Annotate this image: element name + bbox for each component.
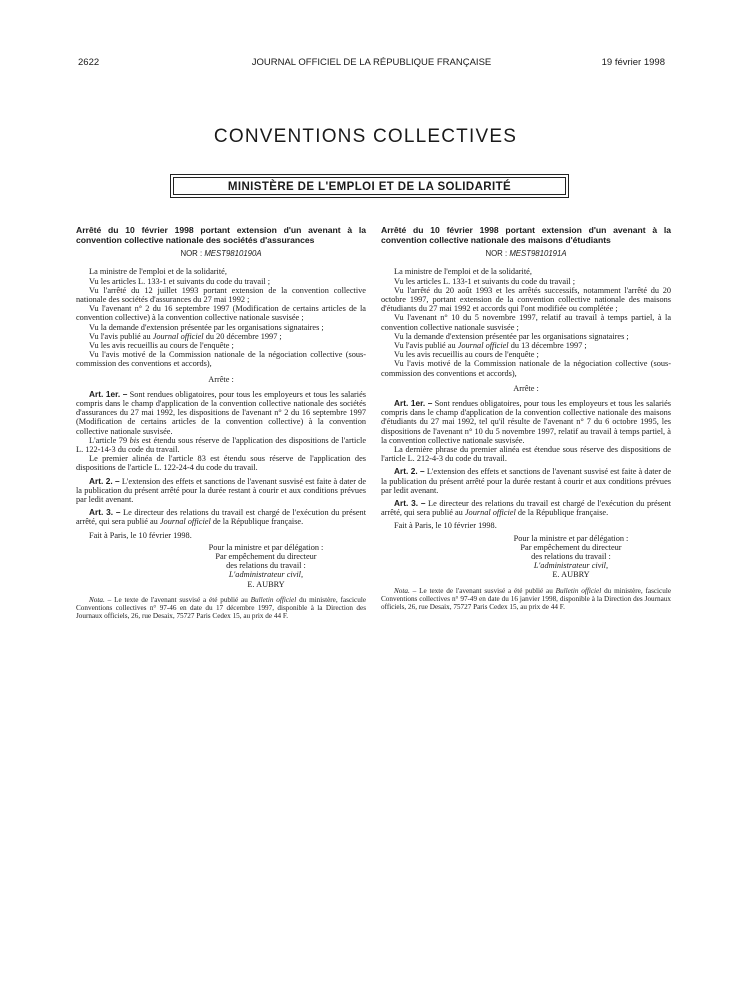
nota xyxy=(381,587,671,611)
place-date: Fait à Paris, le 10 février 1998. xyxy=(89,530,192,540)
bulletin-ref: Bulletin officiel xyxy=(250,595,297,604)
article-3 xyxy=(76,508,366,526)
article-text: L'extension des effets et sanctions de l'avenant susvisé est faite à dater de la publication du présent arrêté pour la durée restant à courir et aux conditions prévues par ledit avenant. xyxy=(381,467,672,495)
paragraph: Vu l'avenant n° 10 du 5 novembre 1997, relatif au travail à temps partiel, à la convention collective nationale susvisée ; xyxy=(381,313,671,332)
right-decree xyxy=(381,226,671,618)
section-title: CONVENTIONS COLLECTIVES xyxy=(213,126,518,147)
article-2 xyxy=(381,467,671,495)
article-text: Le directeur des relations du travail est chargé de l'exécution du présent arrêté, qui sera publié au xyxy=(381,499,671,518)
issue-date: 19 février 1998 xyxy=(601,57,665,68)
ministry-box xyxy=(170,174,569,198)
ministry-name: MINISTÈRE DE L'EMPLOI ET DE LA SOLIDARITÉ xyxy=(173,177,566,195)
paragraph: Vu les avis recueillis au cours de l'enquête ; xyxy=(394,350,539,360)
article-1 xyxy=(76,390,366,436)
nor-label: NOR : xyxy=(485,249,508,259)
article-label: Art. 3. – xyxy=(394,498,426,509)
nota-label: Nota. – xyxy=(89,595,112,604)
journal-title: JOURNAL OFFICIEL DE LA RÉPUBLIQUE FRANÇAISE xyxy=(251,57,492,68)
nota xyxy=(76,596,366,620)
paragraph: La ministre de l'emploi et de la solidarité, xyxy=(89,267,227,277)
signature-line: Pour la ministre et par délégation : xyxy=(513,533,629,543)
paragraph: Le premier alinéa de l'article 83 est étendu sous réserve de l'application des dispositions de l'article L. 122-24-4 du code du travail. xyxy=(76,454,366,473)
paragraph xyxy=(76,332,366,341)
left-decree xyxy=(76,226,366,627)
article-label: Art. 2. – xyxy=(89,475,120,486)
journal-ref: Journal officiel xyxy=(152,331,204,341)
nota-text: Le texte de l'avenant susvisé a été publié au xyxy=(114,595,248,604)
article-text: de la République française. xyxy=(517,508,609,518)
text: Vu l'avis publié au xyxy=(394,341,456,351)
journal-ref: Journal officiel xyxy=(159,517,211,527)
paragraph: Vu l'arrêté du 12 juillet 1993 portant extension de la convention collective nationale des sociétés d'assurances du 27 mai 1992 ; xyxy=(76,285,366,304)
signature-block xyxy=(471,534,671,580)
paragraph: Vu la demande d'extension présentée par les organisations signataires ; xyxy=(394,331,629,341)
signature-block xyxy=(166,543,366,589)
article-text: L'extension des effets et sanctions de l'avenant susvisé est faite à dater de la publication du présent arrêté pour la durée restant à courir et aux conditions prévues par ledit avenant. xyxy=(76,476,367,505)
signature-line: des relations du travail : xyxy=(531,552,611,562)
paragraph: Vu les articles L. 133-1 et suivants du code du travail ; xyxy=(89,276,271,286)
text: L'article 79 xyxy=(89,435,128,445)
article-label: Art. 2. – xyxy=(394,466,425,477)
nor-code: MEST9810191A xyxy=(509,249,567,259)
paragraph: Vu l'avenant n° 2 du 16 septembre 1997 (Modification de certains articles de la convention collective) à la convention collective nationale susvisée ; xyxy=(76,304,366,323)
arrete-heading: Arrête : xyxy=(513,383,539,393)
article-2 xyxy=(76,477,366,505)
page-header xyxy=(78,57,665,71)
signature-line: des relations du travail : xyxy=(226,561,306,571)
text: du 20 décembre 1997 ; xyxy=(205,331,282,341)
signatory-name: E. AUBRY xyxy=(552,570,590,580)
text: bis xyxy=(129,435,140,445)
signature-line: Par empêchement du directeur xyxy=(215,552,317,562)
article-1 xyxy=(381,399,671,445)
text: est étendu sous réserve de l'application des dispositions de l'article L. 122-14-3 du code du travail. xyxy=(76,435,367,455)
text: Vu l'avis publié au xyxy=(89,331,151,341)
journal-ref: Journal officiel xyxy=(464,508,516,518)
article-3 xyxy=(381,499,671,517)
signature-line: Par empêchement du directeur xyxy=(520,542,622,552)
nota-text: du ministère, fascicule Conventions collectives n° 97-46 en date du 17 décembre 1997, disponible à la Direction des Journaux officiels, 26, rue Desaix, 75727 Paris Cedex 15, au prix de 44 F. xyxy=(76,595,367,620)
paragraph: La dernière phrase du premier alinéa est étendue sous réserve des dispositions de l'article L. 212-4-3 du code du travail. xyxy=(381,445,671,464)
paragraph xyxy=(76,436,366,454)
paragraph: Vu l'avis motivé de la Commission nationale de la négociation collective (sous-commission des conventions et accords), xyxy=(381,359,671,378)
signature-line: L'administrateur civil, xyxy=(533,561,609,571)
arrete-heading: Arrête : xyxy=(208,374,234,384)
signature-line: L'administrateur civil, xyxy=(228,570,304,580)
nor-label: NOR : xyxy=(180,249,203,259)
article-label: Art. 1er. – xyxy=(89,388,128,399)
nor-reference xyxy=(76,249,366,258)
text: du 13 décembre 1997 ; xyxy=(510,341,587,351)
paragraph xyxy=(381,341,671,350)
paragraph: Vu la demande d'extension présentée par les organisations signataires ; xyxy=(89,322,324,332)
paragraph: Vu les articles L. 133-1 et suivants du code du travail ; xyxy=(394,276,576,286)
article-text: de la République française. xyxy=(212,517,304,527)
decree-title: Arrêté du 10 février 1998 portant extension d'un avenant à la convention collective nationale des sociétés d'assurances xyxy=(76,225,366,245)
paragraph: Vu l'arrêté du 20 août 1993 et les arrêtés successifs, notamment l'arrêté du 20 octobre 1997, portant extension de la convention collective nationale des maisons d'étudiants du 27 mai 1992 et accords qui l'ont modifiée ou complétée ; xyxy=(381,285,671,314)
nor-reference xyxy=(381,249,671,258)
article-text: Le directeur des relations du travail est chargé de l'exécution du présent arrêté, qui sera publié au xyxy=(76,508,366,527)
nor-code: MEST9810190A xyxy=(204,249,262,259)
paragraph: Vu l'avis motivé de la Commission nationale de la négociation collective (sous-commission des conventions et accords), xyxy=(76,350,366,369)
decree-title: Arrêté du 10 février 1998 portant extension d'un avenant à la convention collective nationale des maisons d'étudiants xyxy=(381,225,671,245)
nota-text: Le texte de l'avenant susvisé a été publié au xyxy=(419,586,553,595)
place-date: Fait à Paris, le 10 février 1998. xyxy=(394,521,497,531)
journal-ref: Journal officiel xyxy=(457,341,509,351)
article-text: Sont rendues obligatoires, pour tous les employeurs et tous les salariés compris dans le champ d'application de la convention collective nationale des maisons d'étudiants du 27 mai 1992, tel qu'il résulte de l'avenant n° 7 du 6 octobre 1995, les dispositions de l'avenant n° 10 du 5 novembre 1997, relatif au travail à temps partiel, à la convention collective nationale susvisée. xyxy=(381,399,671,445)
signature-line: Pour la ministre et par délégation : xyxy=(208,542,324,552)
article-label: Art. 1er. – xyxy=(394,398,433,409)
page-number: 2622 xyxy=(78,57,100,68)
article-label: Art. 3. – xyxy=(89,507,121,518)
bulletin-ref: Bulletin officiel xyxy=(555,586,602,595)
paragraph: La ministre de l'emploi et de la solidarité, xyxy=(394,267,532,277)
nota-label: Nota. – xyxy=(394,586,417,595)
nota-text: du ministère, fascicule Conventions collectives n° 97-49 en date du 16 janvier 1998, disponible à la Direction des Journaux officiels, 26, rue Desaix, 75727 Paris Cedex 15, au prix de 44 F. xyxy=(381,586,672,611)
paragraph: Vu les avis recueillis au cours de l'enquête ; xyxy=(89,341,234,351)
article-text: Sont rendues obligatoires, pour tous les employeurs et tous les salariés compris dans le champ d'application de la convention collective nationale des sociétés d'assurances du 27 mai 1992, les dispositions de l'avenant n° 2 du 16 septembre 1997 (Modification de certains articles de la convention collective) à la convention collective nationale susvisée. xyxy=(76,389,366,436)
signatory-name: E. AUBRY xyxy=(247,579,285,589)
